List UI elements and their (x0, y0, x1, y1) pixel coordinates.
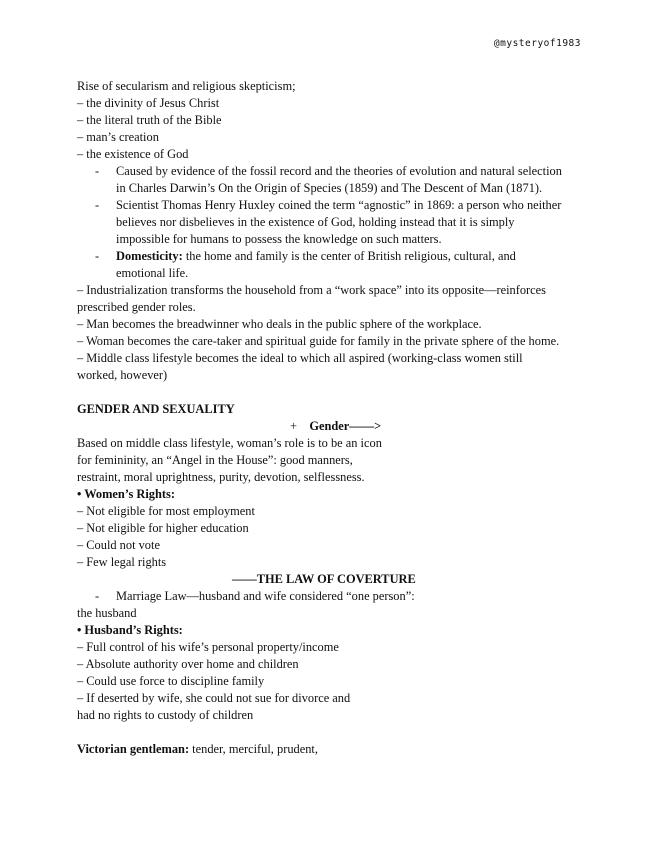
husbands-rights-item: – If deserted by wife, she could not sue for divorce and (77, 691, 351, 705)
bullet-text: in Charles Darwin’s On the Origin of Species (1859) and The Descent of Man (1871). (116, 181, 543, 195)
dash-marker: - (95, 198, 100, 212)
gender-paragraph-line: for femininity, an “Angel in the House”: good manners, (77, 453, 353, 467)
gentleman-text: tender, merciful, prudent, (189, 742, 318, 756)
bullet-domesticity-cont (77, 265, 582, 282)
intro-line: Rise of secularism and religious skepticism; (77, 79, 296, 93)
domesticity-label: Domesticity: (116, 249, 183, 263)
plus-marker: + (290, 419, 297, 433)
spacer (77, 724, 582, 741)
husbands-rights-item: – Full control of his wife’s personal property/income (77, 640, 339, 654)
coverture-line: the husband (77, 606, 137, 620)
intro-line: – the literal truth of the Bible (77, 113, 222, 127)
industry-line: – Middle class lifestyle becomes the ideal to which all aspired (working-class women still (77, 351, 523, 365)
intro-line: – the existence of God (77, 147, 189, 161)
womens-rights-item: – Not eligible for higher education (77, 521, 249, 535)
bullet-text: the home and family is the center of British religious, cultural, and (182, 249, 516, 263)
husbands-rights-title: • Husband’s Rights: (77, 623, 183, 637)
coverture-bullet (77, 588, 582, 605)
bullet-darwin (77, 163, 582, 180)
industry-line: prescribed gender roles. (77, 300, 196, 314)
bullet-domesticity (77, 248, 582, 265)
gender-subheading (77, 418, 582, 435)
industry-line: – Woman becomes the care-taker and spiritual guide for family in the private sphere of the home. (77, 334, 560, 348)
gentleman-line (77, 741, 582, 758)
dash-marker: - (95, 589, 100, 603)
bullet-text: Scientist Thomas Henry Huxley coined the term “agnostic” in 1869: a person who neither (116, 198, 562, 212)
gentleman-label: Victorian gentleman: (77, 742, 190, 756)
dash-marker: - (95, 164, 100, 178)
husbands-rights-item: – Could use force to discipline family (77, 674, 265, 688)
womens-rights-item: – Could not vote (77, 538, 160, 552)
industry-line: – Industrialization transforms the household from a “work space” into its opposite—reinforces (77, 283, 546, 297)
bullet-text: Marriage Law—husband and wife considered “one person”: (116, 589, 415, 603)
gender-paragraph-line: Based on middle class lifestyle, woman’s role is to be an icon (77, 436, 382, 450)
bullet-huxley-cont (77, 214, 582, 231)
bullet-text: impossible for humans to possess the knowledge on such matters. (116, 232, 442, 246)
watermark-text: @mysteryof1983 (493, 38, 581, 49)
industry-line: worked, however) (77, 368, 168, 382)
dash-marker: - (95, 249, 100, 263)
spacer (77, 384, 582, 401)
intro-line: – man’s creation (77, 130, 159, 144)
intro-line: – the divinity of Jesus Christ (77, 96, 220, 110)
industry-line: – Man becomes the breadwinner who deals in the public sphere of the workplace. (77, 317, 482, 331)
gender-label: Gender——> (309, 419, 382, 433)
womens-rights-item: – Not eligible for most employment (77, 504, 255, 518)
section-heading: GENDER AND SEXUALITY (77, 402, 235, 416)
bullet-text: believes nor disbelieves in the existence of God, holding instead that it is simply (116, 215, 515, 229)
bullet-huxley-cont (77, 231, 582, 248)
coverture-heading: ——THE LAW OF COVERTURE (232, 572, 416, 586)
womens-rights-title: • Women’s Rights: (77, 487, 175, 501)
womens-rights-item: – Few legal rights (77, 555, 167, 569)
bullet-huxley (77, 197, 582, 214)
husbands-rights-item: – Absolute authority over home and children (77, 657, 299, 671)
bullet-text: Caused by evidence of the fossil record and the theories of evolution and natural selection (116, 164, 562, 178)
document-body (77, 78, 582, 758)
bullet-text: emotional life. (116, 266, 189, 280)
gender-paragraph-line: restraint, moral uprightness, purity, devotion, selflessness. (77, 470, 365, 484)
bullet-darwin-cont (77, 180, 582, 197)
husbands-rights-item: had no rights to custody of children (77, 708, 254, 722)
